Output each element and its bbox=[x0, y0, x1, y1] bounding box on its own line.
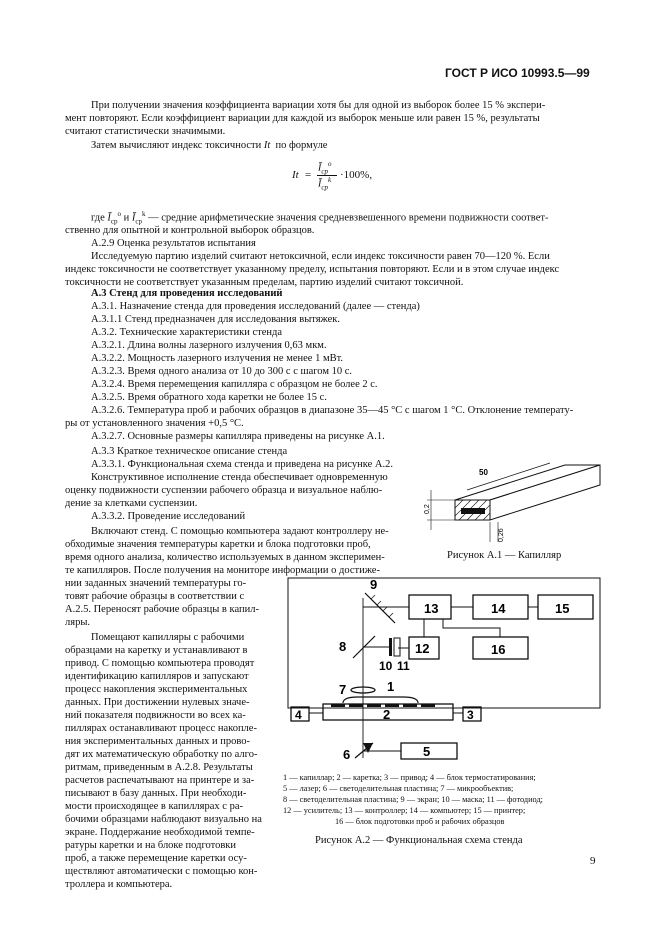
legend-line: 8 — светоделительная пластина; 9 — экран; 10 — маска; 11 — фотодиод; bbox=[283, 795, 543, 804]
legend-line: 12 — усилитель; 13 — контроллер; 14 — компьютер; 15 — принтер; bbox=[283, 806, 526, 815]
text-line: образцами на каретку и устанавливают в bbox=[65, 645, 248, 656]
text-line: А.3.2.6. Температура проб и рабочих образцов в диапазоне 35—45 °С с шагом 1 °С. Отклонение температу- bbox=[91, 405, 574, 416]
label-7: 7 bbox=[339, 682, 347, 697]
text-line: бочими образцами наблюдают визуально на bbox=[65, 814, 262, 825]
text-line: А.3.2.1. Длина волны лазерного излучения 0,63 мкм. bbox=[91, 340, 327, 351]
section-heading: А.3 Стенд для проведения исследований bbox=[91, 288, 283, 299]
text-line: А.3.1.1 Стенд предназначен для исследования вытяжек. bbox=[91, 314, 341, 325]
section-heading: А.2.9 Оценка результатов испытания bbox=[91, 238, 256, 249]
legend-line: 16 — блок подготовки проб и рабочих образцов bbox=[335, 817, 505, 826]
label-5: 5 bbox=[423, 744, 431, 759]
label-13: 13 bbox=[424, 601, 439, 616]
figure-a2-caption: Рисунок А.2 — Функциональная схема стенда bbox=[315, 835, 523, 846]
text-line: троллера и компьютера. bbox=[65, 879, 173, 890]
text-line: пиллярах останавливают процесс накопле- bbox=[65, 723, 257, 734]
legend-line: 5 — лазер; 6 — светоделительная пластина; 7 — микрообъектив; bbox=[283, 784, 514, 793]
text-line: индекс токсичности не соответствует указанному пределу, испытания повторяют. Если и в этом случае индекс bbox=[65, 264, 560, 275]
text-line: ритмам, приведенным в А.2.8. Результаты bbox=[65, 762, 253, 773]
text-line: А.3.2. Технические характеристики стенда bbox=[91, 327, 282, 338]
text-line: Исследуемую партию изделий считают нетоксичной, если индекс токсичности равен 70—120 %. Если bbox=[91, 251, 550, 262]
text-line: А.3.3.1. Функциональная схема стенда и приведена на рисунке А.2. bbox=[91, 459, 393, 470]
text-line: ляры. bbox=[65, 617, 90, 628]
text-line: дят их математическую обработку по алго- bbox=[65, 749, 258, 760]
text-line: расчетов распечатывают на принтере и за- bbox=[65, 775, 255, 786]
text-line: ратуры каретки и на блоке подготовки bbox=[65, 840, 237, 851]
text-line: ний показателя подвижности во всех ка- bbox=[65, 710, 246, 721]
text-line: мости происходящее в капиллярах с ра- bbox=[65, 801, 243, 812]
label-12: 12 bbox=[415, 641, 430, 656]
text-line: считают статистически значимыми. bbox=[65, 126, 226, 137]
toxicity-formula: It = $Ī_{ср}^о$ $Ī_{ср}^k$ ·100%, bbox=[292, 160, 373, 192]
label-8: 8 bbox=[339, 639, 347, 654]
text-line: данных. При достижении нулевых значе- bbox=[65, 697, 250, 708]
dim-length-label: 50 bbox=[479, 468, 488, 477]
text-line: проб, а также перемещение каретки осу- bbox=[65, 853, 247, 864]
text-line: ния экспериментальных данных и прово- bbox=[65, 736, 250, 747]
text-line: время одного анализа, количество используемых в данном эксперимен- bbox=[65, 552, 385, 563]
text-line: товят рабочие образцы в соответствии с bbox=[65, 591, 245, 602]
text-line: Включают стенд. С помощью компьютера задают контроллеру не- bbox=[91, 526, 389, 537]
text-line: ственно для опытной и контрольной выборок образцов. bbox=[65, 225, 315, 236]
text-line: Помещают капилляры с рабочими bbox=[91, 632, 245, 643]
text-line: ществляют автоматически с помощью кон- bbox=[65, 866, 258, 877]
document-code: ГОСТ Р ИСО 10993.5—99 bbox=[445, 66, 590, 80]
label-3: 3 bbox=[467, 708, 474, 722]
text-line: Конструктивное исполнение стенда обеспечивает одновременную bbox=[91, 472, 388, 483]
text-line: А.3.2.4. Время перемещения капилляра с образцом не более 2 с. bbox=[91, 379, 378, 390]
label-14: 14 bbox=[491, 601, 506, 616]
text-line: А.2.5. Переносят рабочие образцы в капил- bbox=[65, 604, 259, 615]
text-line: А.3.1. Назначение стенда для проведения исследований (далее — стенда) bbox=[91, 301, 420, 312]
text-line: А.3.2.2. Мощность лазерного излучения не менее 1 мВт. bbox=[91, 353, 344, 364]
label-10: 10 bbox=[379, 659, 393, 673]
label-16: 16 bbox=[491, 642, 506, 657]
text-line: оценку подвижности суспензии рабочего образца и визуальное наблю- bbox=[65, 485, 383, 496]
dim-width-label: 0,26 bbox=[498, 528, 505, 542]
text-line: писывают в базу данных. При необходи- bbox=[65, 788, 247, 799]
label-9: 9 bbox=[370, 577, 378, 592]
text-line: токсичности не соответствует указанным пределам, партию изделий считают токсичной. bbox=[65, 277, 464, 288]
text-line: экране. Поддержание необходимой темпе- bbox=[65, 827, 255, 838]
label-4: 4 bbox=[295, 708, 302, 722]
section-heading: А.3.3 Краткое техническое описание стенда bbox=[91, 446, 288, 457]
text-line: процесс накопления экспериментальных bbox=[65, 684, 248, 695]
text-line: ры от установленного значения +0,5 °С. bbox=[65, 418, 244, 429]
page-number: 9 bbox=[590, 855, 596, 867]
text-line: дение за клетками суспензии. bbox=[65, 498, 198, 509]
label-2: 2 bbox=[383, 707, 391, 722]
text-line: привод. С помощью компьютера проводят bbox=[65, 658, 255, 669]
text-line: нии заданных значений температуры го- bbox=[65, 578, 247, 589]
text-line: идентификацию капилляров и запускают bbox=[65, 671, 249, 682]
legend-line: 1 — капиллар; 2 — каретка; 3 — привод; 4 — блок термостатирования; bbox=[283, 773, 536, 782]
text-line: обходимые значения температуры каретки и блока подготовки проб, bbox=[65, 539, 371, 550]
text-line: Затем вычисляют индекс токсичности It по формуле bbox=[91, 140, 328, 151]
text-line: При получении значения коэффициента вариации хотя бы для одной из выборок более 15 % экспери- bbox=[91, 100, 546, 111]
text-line: мент повторяют. Если коэффициент вариации для каждой из выборок меньше или равен 15 %, результаты bbox=[65, 113, 540, 124]
label-11: 11 bbox=[397, 659, 410, 673]
figure-a1-capillary bbox=[415, 460, 605, 545]
text-line: А.3.2.7. Основные размеры капилляра приведены на рисунке А.1. bbox=[91, 431, 385, 442]
text-line: А.3.3.2. Проведение исследований bbox=[91, 511, 246, 522]
figure-a2-diagram bbox=[283, 573, 605, 768]
dim-height-label: 0,2 bbox=[424, 504, 431, 514]
label-6: 6 bbox=[343, 747, 351, 762]
text-line: те капилляров. После получения на мониторе информации о достиже- bbox=[65, 565, 380, 576]
figure-a1-caption: Рисунок А.1 — Капилляр bbox=[447, 550, 562, 561]
text-line: А.3.2.5. Время обратного хода каретки не более 15 с. bbox=[91, 392, 327, 403]
text-line: А.3.2.3. Время одного анализа от 10 до 300 с с шагом 10 с. bbox=[91, 366, 353, 377]
label-15: 15 bbox=[555, 601, 570, 616]
text-line: где $Ī_{ср}^о$ и $Ī_{ср}^k$ — средние арифметические значения средневзвешенного времени подвижности соответ- bbox=[91, 210, 549, 226]
label-1: 1 bbox=[387, 679, 395, 694]
